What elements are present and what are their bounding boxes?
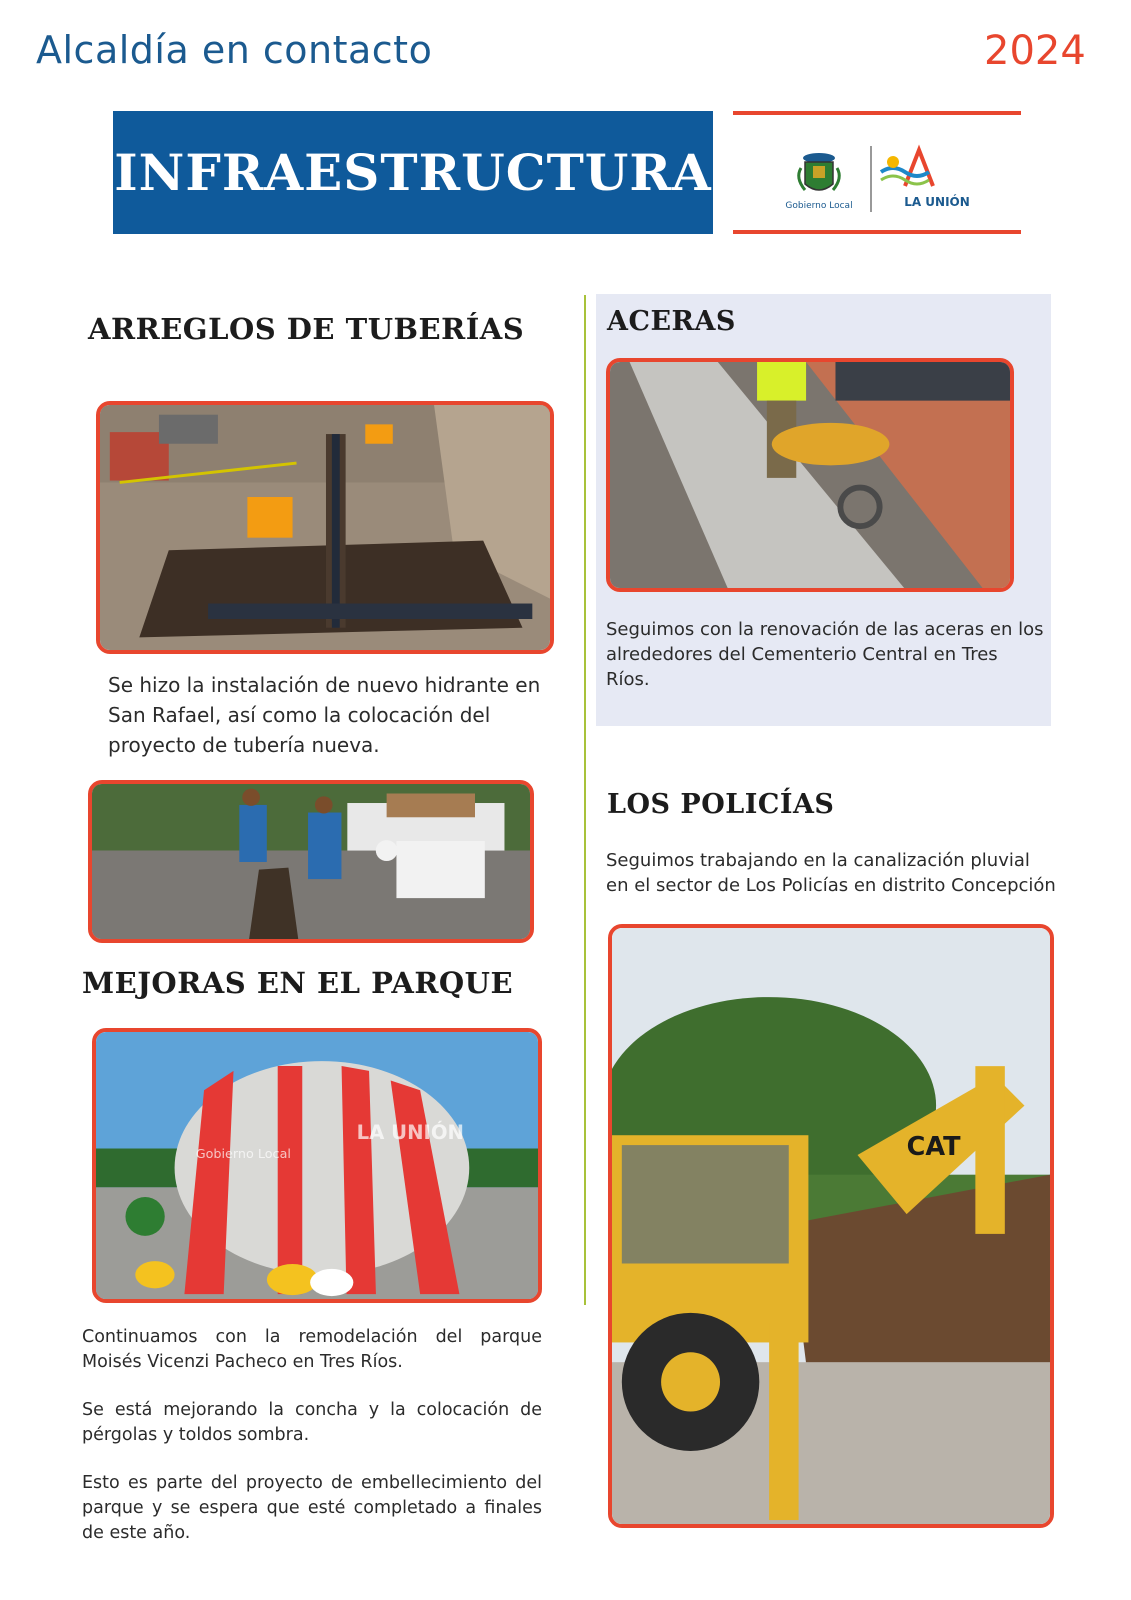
logo-right-text: LA UNIÓN bbox=[904, 194, 970, 209]
newsletter-title: Alcaldía en contacto bbox=[36, 28, 433, 72]
parque-paragraph-2: Se está mejorando la concha y la colocación de pérgolas y toldos sombra. bbox=[82, 1400, 542, 1445]
parque-paragraph-3: Esto es parte del proyecto de embellecimiento del parque y se espera que esté completado a finales de este año. bbox=[82, 1473, 542, 1543]
tuberias-photo-1 bbox=[96, 401, 554, 654]
logo-block bbox=[733, 111, 1021, 234]
municipal-logos bbox=[777, 128, 977, 218]
banner-title: INFRAESTRUCTURA bbox=[114, 143, 712, 202]
newsletter-year: 2024 bbox=[984, 28, 1086, 74]
policias-photo bbox=[608, 924, 1054, 1528]
policias-photo-text: CAT bbox=[906, 1131, 961, 1162]
aceras-text: Seguimos con la renovación de las aceras en los alrededores del Cementerio Central en Tres Ríos. bbox=[606, 619, 1044, 690]
parque-photo bbox=[92, 1028, 542, 1303]
policias-text: Seguimos trabajando en la canalización pluvial en el sector de Los Policías en distrito Concepción bbox=[606, 850, 1056, 896]
parque-watermark-right: LA UNIÓN bbox=[356, 1120, 464, 1144]
coat-of-arms-icon bbox=[799, 153, 840, 190]
column-divider bbox=[584, 295, 586, 1305]
la-union-icon bbox=[881, 150, 933, 186]
parque-heading: MEJORAS EN EL PARQUE bbox=[82, 966, 514, 1000]
tuberias-text: Se hizo la instalación de nuevo hidrante en San Rafael, así como la colocación del proyecto de tubería nueva. bbox=[108, 673, 541, 757]
policias-heading: LOS POLICÍAS bbox=[607, 789, 835, 820]
section-banner bbox=[113, 111, 713, 234]
aceras-photo bbox=[606, 358, 1014, 592]
tuberias-photo-2 bbox=[88, 780, 534, 943]
tuberias-heading: ARREGLOS DE TUBERÍAS bbox=[88, 312, 525, 346]
aceras-heading: ACERAS bbox=[607, 306, 736, 337]
parque-watermark-left: Gobierno Local bbox=[195, 1146, 291, 1162]
parque-paragraph-1: Continuamos con la remodelación del parque Moisés Vicenzi Pacheco en Tres Ríos. bbox=[82, 1327, 542, 1372]
logo-left-text: Gobierno Local bbox=[785, 200, 853, 211]
